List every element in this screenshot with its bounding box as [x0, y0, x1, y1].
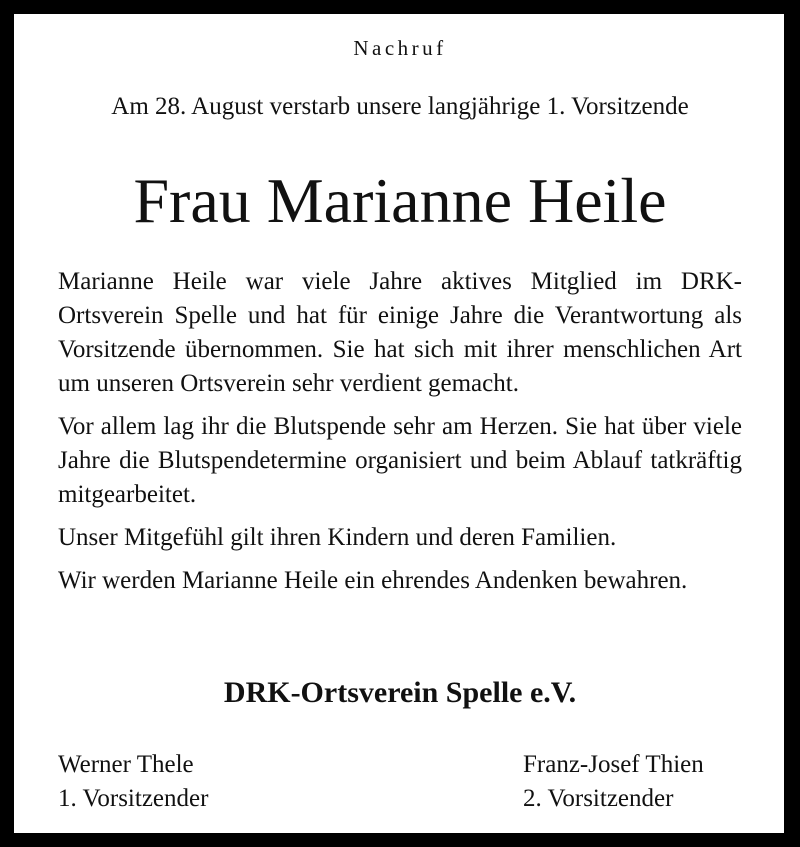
intro-line: Am 28. August verstarb unsere langjährige 1. Vorsitzende	[111, 93, 689, 120]
signatory-name: Werner Thele	[58, 751, 194, 778]
signatory-right	[523, 748, 704, 816]
signatory-role: 1. Vorsitzender	[58, 785, 209, 812]
paragraph: Vor allem lag ihr die Blutspende sehr am Herzen. Sie hat über viele Jahre die Blutspendetermine organisiert und beim Ablauf tatkräftig mitgearbeitet.	[58, 413, 742, 508]
signatory-name: Franz-Josef Thien	[523, 751, 704, 778]
signatory-left	[58, 748, 208, 816]
deceased-name: Frau Marianne Heile	[133, 165, 667, 236]
signatory-role: 2. Vorsitzender	[523, 785, 674, 812]
organization-name: DRK-Ortsverein Spelle e.V.	[223, 676, 577, 709]
paragraph: Unser Mitgefühl gilt ihren Kindern und deren Familien.	[58, 524, 617, 551]
paragraph: Marianne Heile war viele Jahre aktives Mitglied im DRK-Ortsverein Spelle und hat für einige Jahre die Verantwortung als Vorsitzende übernommen. Sie hat sich mit ihrer menschlichen Art um unseren Ortsverein sehr verdient gemacht.	[58, 268, 742, 397]
body-text	[58, 265, 742, 607]
notice-heading: Nachruf	[353, 36, 447, 60]
paragraph: Wir werden Marianne Heile ein ehrendes Andenken bewahren.	[58, 567, 688, 594]
